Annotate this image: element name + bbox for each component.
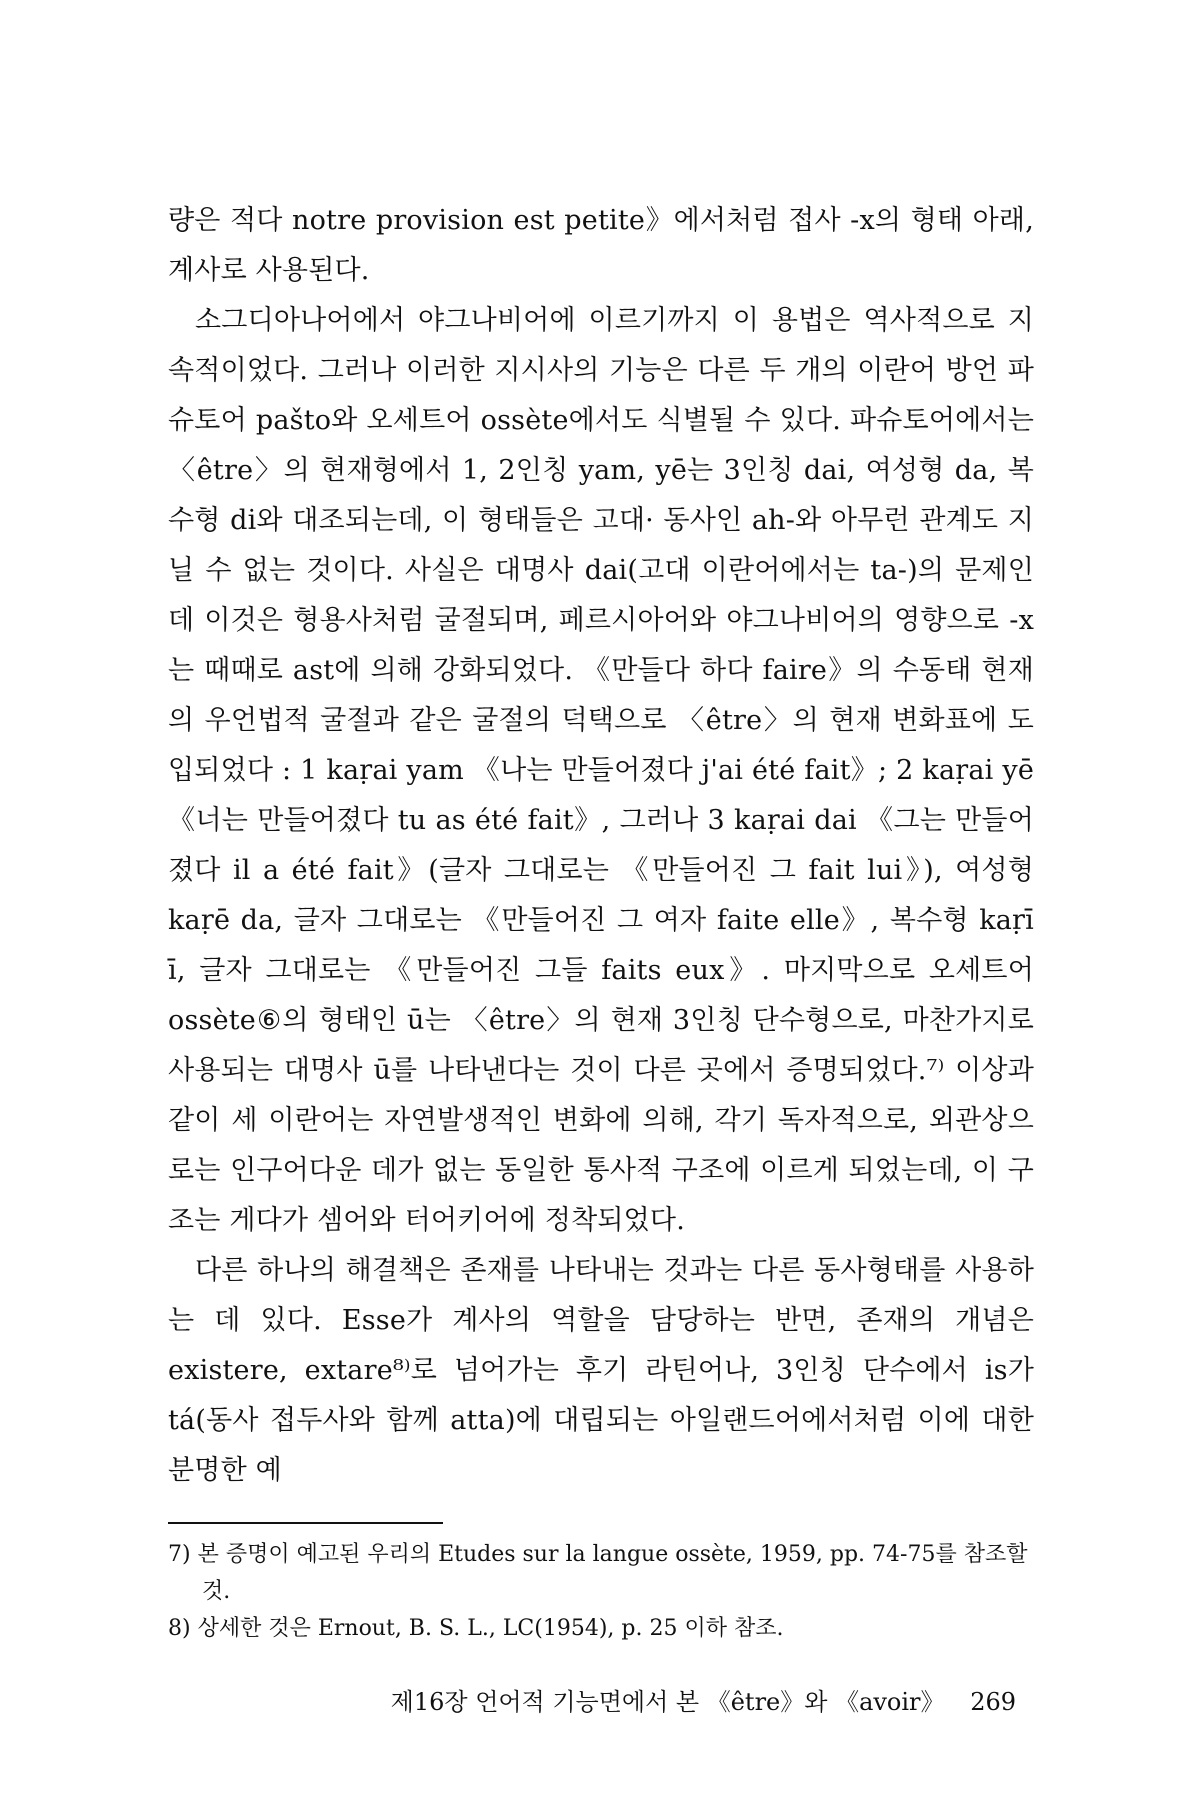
page-number: 269 <box>970 1688 1016 1716</box>
footnote-divider <box>168 1522 443 1524</box>
paragraph-3: 다른 하나의 해결책은 존재를 나타내는 것과는 다른 동사형태를 사용하는 데 있다. Esse가 계사의 역할을 담당하는 반면, 존재의 개념은 existere, extare⁸⁾로 넘어가는 후기 라틴어나, 3인칭 단수에서 is가 tá(동사 접두사와 함께 atta)에 대립되는 아일랜드어에서처럼 이에 대한 분명한 예 <box>168 1255 1034 1486</box>
footnote-8: 8) 상세한 것은 Ernout, B. S. L., LC(1954), p. 25 이하 참조. <box>168 1616 784 1641</box>
paragraph-1: 량은 적다 notre provision est petite》에서처럼 접사 -x의 형태 아래, 계사로 사용된다. <box>168 205 1034 286</box>
footnote-7: 7) 본 증명이 예고된 우리의 Etudes sur la langue ossète, 1959, pp. 74-75를 참조할 것. <box>168 1542 1028 1604</box>
running-title: 제16장 언어적 기능면에서 본 《être》와 《avoir》 <box>390 1688 945 1716</box>
page-footer <box>391 1686 1016 1718</box>
page-body <box>168 196 1034 1647</box>
paragraph-2: 소그디아나어에서 야그나비어에 이르기까지 이 용법은 역사적으로 지속적이었다. 그러나 이러한 지시사의 기능은 다른 두 개의 이란어 방언 파슈토어 pašto와 오세트어 ossète에서도 식별될 수 있다. 파슈토어에서는 〈être〉의 현재형에서 1, 2인칭 yam, yē는 3인칭 dai, 여성형 da, 복수형 di와 대조되는데, 이 형태들은 고대· 동사인 ah-와 아무런 관계도 지닐 수 없는 것이다. 사실은 대명사 dai(고대 이란어에서는 ta-)의 문제인데 이것은 형용사처럼 굴절되며, 페르시아어와 야그나비어의 영향으로 -x는 때때로 ast에 의해 강화되었다. 《만들다 하다 faire》의 수동태 현재의 우언법적 굴절과 같은 굴절의 덕택으로 〈être〉의 현재 변화표에 도입되었다 : 1 kaṛai yam 《나는 만들어졌다 j'ai été fait》; 2 kaṛai yē 《너는 만들어졌다 tu as été fait》, 그러나 3 kaṛai dai 《그는 만들어졌다 il a été fait》(글자 그대로는 《만들어진 그 fait lui》), 여성형 kaṛē da, 글자 그대로는 《만들어진 그 여자 faite elle》, 복수형 kaṛī ī, 글자 그대로는 《만들어진 그들 faits eux》. 마지막으로 오세트어 ossète⑥의 형태인 ū는 〈être〉의 현재 3인칭 단수형으로, 마찬가지로 사용되는 대명사 ū를 나타낸다는 것이 다른 곳에서 증명되었다.⁷⁾ 이상과 같이 세 이란어는 자연발생적인 변화에 의해, 각기 독자적으로, 외관상으로는 인구어다운 데가 없는 동일한 통사적 구조에 이르게 되었는데, 이 구조는 게다가 셈어와 터어키어에 정착되었다. <box>168 305 1034 1236</box>
